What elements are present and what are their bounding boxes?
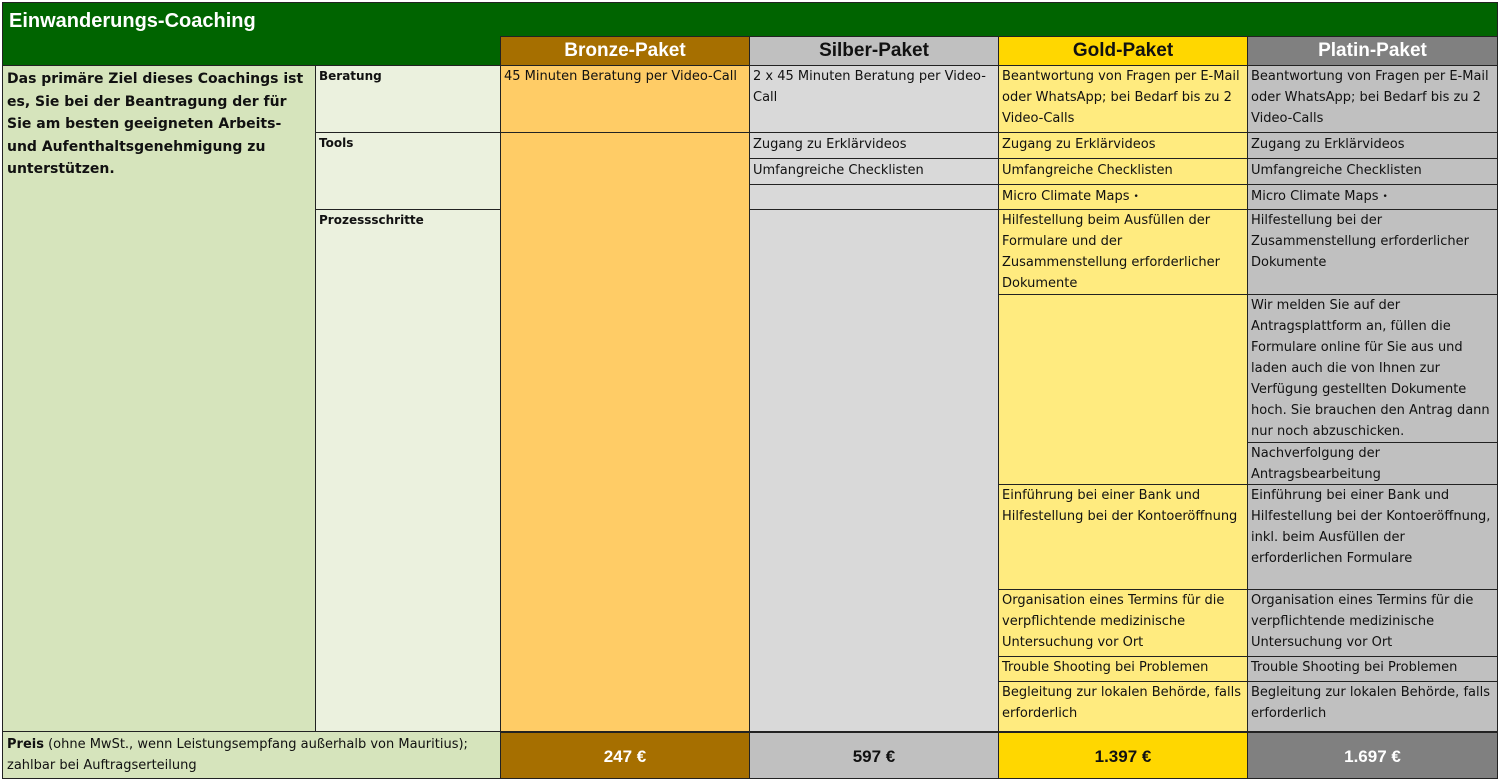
category-tools: Tools: [315, 132, 501, 210]
platin-climate-maps: [1247, 184, 1498, 210]
price-silber: 597 €: [749, 731, 999, 779]
platin-nachverfolgung: Nachverfolgung der Antragsbearbeitung: [1247, 442, 1498, 485]
price-bronze: 247 €: [500, 731, 750, 779]
gold-climate-maps: [998, 184, 1248, 210]
intro-text: Das primäre Ziel dieses Coachings ist es, Sie bei der Beantragung der für Sie am besten geeigneten Arbeits- und Aufenthaltsgenehmigung zu unterstützen.: [2, 65, 316, 732]
page-title: Einwanderungs-Coaching: [2, 2, 500, 66]
platin-dokumente: Hilfestellung bei der Zusammenstellung erforderlicher Dokumente: [1247, 209, 1498, 295]
silber-empty-tools: [749, 184, 999, 210]
silber-empty-prozess: [749, 209, 999, 732]
gold-termin: Organisation eines Termins für die verpflichtende medizinische Untersuchung vor Ort: [998, 589, 1248, 657]
silber-beratung: 2 x 45 Minuten Beratung per Video-Call: [749, 65, 999, 133]
price-label-bold: Preis: [7, 737, 44, 752]
gold-checklisten: Umfangreiche Checklisten: [998, 158, 1248, 185]
header-bronze: Bronze-Paket: [500, 36, 750, 66]
silber-erklaervideos: Zugang zu Erklärvideos: [749, 132, 999, 159]
platin-checklisten: Umfangreiche Checklisten: [1247, 158, 1498, 185]
price-label: [2, 731, 501, 779]
gold-bank: Einführung bei einer Bank und Hilfestellung bei der Kontoeröffnung: [998, 484, 1248, 590]
gold-erklaervideos: Zugang zu Erklärvideos: [998, 132, 1248, 159]
platin-trouble: Trouble Shooting bei Problemen: [1247, 656, 1498, 682]
platin-behoerde: Begleitung zur lokalen Behörde, falls erforderlich: [1247, 681, 1498, 732]
gold-behoerde: Begleitung zur lokalen Behörde, falls erforderlich: [998, 681, 1248, 732]
price-platin: 1.697 €: [1247, 731, 1498, 779]
gold-empty: [998, 294, 1248, 485]
header-platin: Platin-Paket: [1247, 36, 1498, 66]
price-label-rest: (ohne MwSt., wenn Leistungsempfang außerhalb von Mauritius); zahlbar bei Auftragserteilung: [7, 737, 468, 773]
header-silber: Silber-Paket: [749, 36, 999, 66]
category-prozessschritte: Prozessschritte: [315, 209, 501, 732]
platin-climate-maps-label: Micro Climate Maps: [1251, 189, 1379, 204]
gold-formulare: Hilfestellung beim Ausfüllen der Formulare und der Zusammenstellung erforderlicher Dokumente: [998, 209, 1248, 295]
gold-trouble: Trouble Shooting bei Problemen: [998, 656, 1248, 682]
header-gold: Gold-Paket: [998, 36, 1248, 66]
silber-checklisten: Umfangreiche Checklisten: [749, 158, 999, 185]
bronze-beratung: 45 Minuten Beratung per Video-Call: [500, 65, 750, 133]
bullet-marker: •: [1133, 192, 1139, 202]
category-beratung: Beratung: [315, 65, 501, 133]
platin-antrag: Wir melden Sie auf der Antragsplattform an, füllen die Formulare online für Sie aus und laden auch die von Ihnen zur Verfügung gestellten Dokumente hoch. Sie brauchen den Antrag dann nur noch abzuschicken.: [1247, 294, 1498, 443]
bronze-empty: [500, 132, 750, 732]
platin-termin: Organisation eines Termins für die verpflichtende medizinische Untersuchung vor Ort: [1247, 589, 1498, 657]
price-gold: 1.397 €: [998, 731, 1248, 779]
platin-bank: Einführung bei einer Bank und Hilfestellung bei der Kontoeröffnung, inkl. beim Ausfüllen der erforderlichen Formulare: [1247, 484, 1498, 590]
gold-climate-maps-label: Micro Climate Maps: [1002, 189, 1130, 204]
platin-erklaervideos: Zugang zu Erklärvideos: [1247, 132, 1498, 159]
bullet-marker: •: [1382, 192, 1388, 202]
gold-beratung: Beantwortung von Fragen per E-Mail oder WhatsApp; bei Bedarf bis zu 2 Video-Calls: [998, 65, 1248, 133]
platin-beratung: Beantwortung von Fragen per E-Mail oder WhatsApp; bei Bedarf bis zu 2 Video-Calls: [1247, 65, 1498, 133]
